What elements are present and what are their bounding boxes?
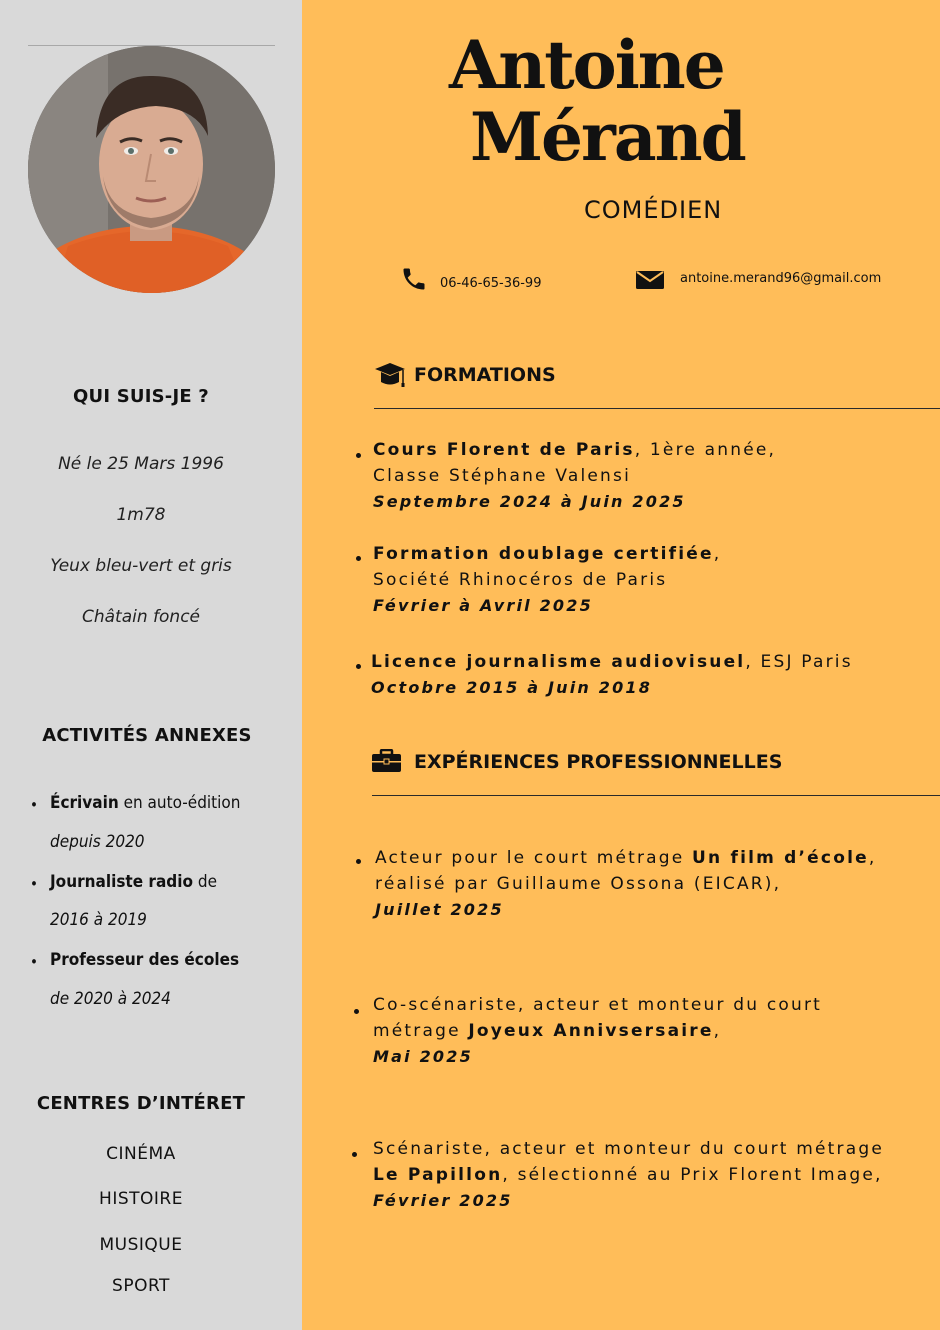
interests-heading: CENTRES D’INTÉRET [36, 1093, 246, 1114]
about-hair: Châtain foncé [81, 607, 200, 627]
briefcase-icon [372, 749, 401, 773]
profile-photo [28, 46, 275, 293]
about-height: 1m78 [116, 505, 166, 525]
bullet [356, 556, 361, 561]
envelope-icon [636, 271, 664, 289]
interest-item: MUSIQUE [99, 1235, 183, 1255]
sidebar: QUI SUIS-JE ? Né le 25 Mars 1996 1m78 Yeux bleu-vert et gris Châtain foncé ACTIVITÉS ANNEXES • Écrivain en auto-édition depuis 2020 • Journaliste radio de 2016 à 2019 • Professeur des écoles de 2020 à 2024 CENTRES D’INTÉRET CINÉMA HISTOIRE MUSIQUE SPORT [0, 0, 302, 1330]
bullet [352, 1152, 357, 1157]
last-name: Mérand [470, 98, 745, 176]
bullet [356, 453, 361, 458]
bullet [354, 1009, 359, 1014]
interest-item: SPORT [112, 1276, 170, 1296]
about-heading: QUI SUIS-JE ? [73, 386, 209, 407]
phone-number[interactable]: 06-46-65-36-99 [440, 276, 542, 291]
formation-entry: Licence journalisme audiovisuel, ESJ Paris Octobre 2015 à Juin 2018 [371, 652, 853, 697]
bullet [356, 859, 361, 864]
formation-entry: Formation doublage certifiée, Société Rhinocéros de Paris Février à Avril 2025 [373, 544, 722, 615]
formations-heading: FORMATIONS [414, 364, 556, 386]
about-birth: Né le 25 Mars 1996 [58, 454, 224, 474]
job-title: COMÉDIEN [584, 196, 723, 224]
experiences-divider [372, 795, 940, 796]
experience-entry: Acteur pour le court métrage Un film d’école, réalisé par Guillaume Ossona (EICAR), Juillet 2025 [375, 848, 877, 919]
interest-item: HISTOIRE [99, 1189, 183, 1209]
formations-divider [374, 408, 940, 409]
about-eyes: Yeux bleu-vert et gris [50, 556, 232, 576]
graduation-cap-icon [374, 361, 408, 389]
interest-item: CINÉMA [106, 1144, 176, 1164]
email-address[interactable]: antoine.merand96@gmail.com [680, 271, 882, 286]
bullet [356, 664, 361, 669]
experience-entry: Scénariste, acteur et monteur du court métrage Le Papillon, sélectionné au Prix Florent Image, Février 2025 [373, 1139, 884, 1210]
experiences-heading: EXPÉRIENCES PROFESSIONNELLES [414, 751, 783, 773]
experience-entry: Co-scénariste, acteur et monteur du court métrage Joyeux Annivsersaire, Mai 2025 [373, 995, 823, 1066]
activities-heading: ACTIVITÉS ANNEXES [42, 725, 252, 746]
phone-icon [400, 265, 428, 293]
formation-entry: Cours Florent de Paris, 1ère année, Classe Stéphane Valensi Septembre 2024 à Juin 2025 [373, 440, 777, 511]
first-name: Antoine [449, 26, 724, 104]
